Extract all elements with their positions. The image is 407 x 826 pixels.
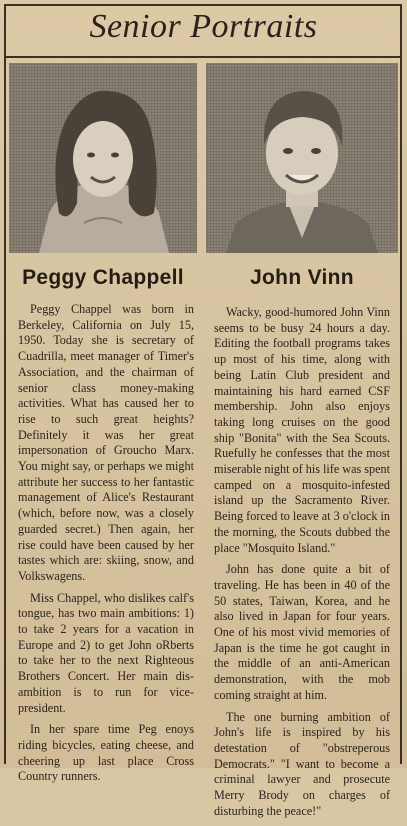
portrait-figure-john — [206, 63, 398, 253]
portrait-photo-peggy — [9, 63, 197, 253]
portrait-name-john: John Vinn — [250, 266, 354, 289]
article-paragraph: Peggy Chappel was born in Berkeley, California on July 15, 1950. Today she is secretary of Cuadrilla, meet manager of Timer's Association, and the chairman of senior class money-making activities. What has caused her to rise to such great heights? Definitely it was her great impersonation of Groucho Marx. You might say, or perhaps we might attribute her success to her fantastic management of Alice's Restaurant (which, before now, was a closely guarded secret.) Then again, her rise could have been caused by her tastes which are: skiing, snow, and Volkswagens. — [18, 302, 194, 583]
article-column-john — [214, 305, 390, 826]
portrait-name-peggy: Peggy Chappell — [22, 266, 184, 289]
article-paragraph: Wacky, good-humored John Vinn seems to be busy 24 hours a day. Editing the football programs takes up most of his time, along with being Latin Club president and maintaining his hard earned CSF membership. John also enjoys taking long cruises on the good ship "Bonita" with the Sea Scouts. Ruefully he confesses that the most miserable night of his life was spent camped on a mosquito-infested island up the Sacramento River. Being forced to leave at 3 o'clock in the morning, the Scouts dubbed the place "Mosquito Island." — [214, 305, 391, 555]
top-rule — [4, 4, 402, 6]
page-title: Senior Portraits — [89, 8, 318, 45]
article-paragraph: Miss Chappel, who dislikes calf's tongue, has two main ambitions: 1) to take 2 years for a vacation in Europe and 2) to get John oRberts to take her to the next Righteous Brothers Concert. Her main dis-ambition is to run for vice-president. — [18, 590, 194, 715]
article-paragraph: In her spare time Peg enoys riding bicycles, eating cheese, and cheering up last place Cross Country runners. — [18, 722, 194, 784]
article-column-peggy — [18, 302, 194, 791]
portrait-figure-peggy — [9, 63, 197, 253]
portrait-photo-john — [206, 63, 398, 253]
header-rule — [4, 56, 402, 58]
article-paragraph: John has done quite a bit of traveling. He has been in 40 of the 50 states, Taiwan, Korea, and he also lived in Japan for four years. One of his most vivid memories of Japan is the time he got caught in the middle of an anti-American demonstration, with the mob coming straight at him. — [214, 562, 390, 702]
article-paragraph: The one burning ambition of John's life is inspired by his detestation of "obstreperous Democrats." "I want to become a criminal lawyer and prosecute Merry Brody on charges of disturbing the peace!" — [214, 709, 390, 818]
